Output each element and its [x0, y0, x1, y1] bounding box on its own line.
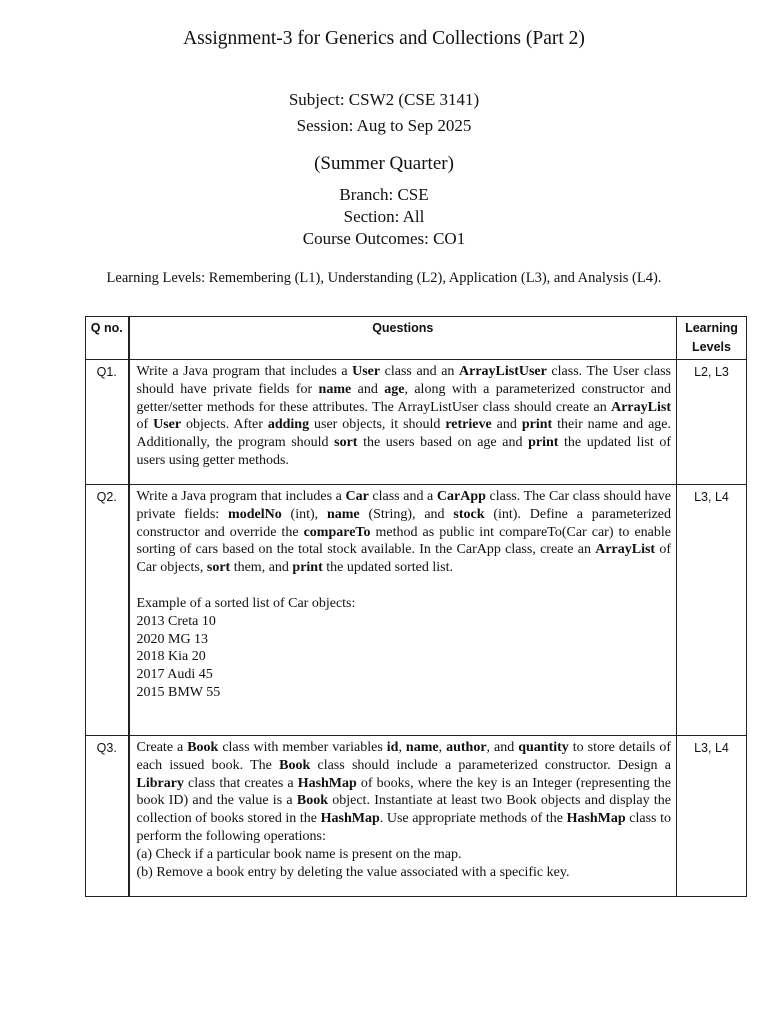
- keyword: modelNo: [228, 506, 282, 522]
- keyword: print: [528, 435, 559, 451]
- question-number: Q1.: [86, 360, 129, 485]
- learning-levels-cell: L3, L4: [677, 736, 747, 897]
- keyword: author: [446, 740, 487, 755]
- keyword: id: [386, 740, 399, 755]
- keyword: quantity: [518, 740, 569, 755]
- question-body: Write a Java program that includes a Car class and a CarApp class. The Car class should have private fields: modelNo (int), name (String), and stock (int). Define a parameterized constructor and override the compareTo method as public int compareTo(Car car) to enable sorting of cars based on the total stock available. In the CarApp class, create an ArrayList of Car objects, sort them, and print the updated sorted list.: [136, 489, 672, 576]
- course-outcomes-line: Course Outcomes: CO1: [302, 229, 466, 248]
- keyword: name: [326, 506, 360, 522]
- question-body: Write a Java program that includes a User class and an ArrayListUser class. The User class should have private fields for name and age, along with a parameterized constructor and getter/setter methods for these attributes. The ArrayListUser class should create an ArrayList of User objects. After adding user objects, it should retrieve and print their name and age. Additionally, the program should sort the users based on age and print the updated list of users using getter methods.: [136, 364, 672, 468]
- example-line: 2018 Kia 20: [136, 649, 206, 665]
- quarter-line: (Summer Quarter): [314, 153, 454, 174]
- section-line: Section: All: [343, 207, 425, 226]
- question-text: [129, 736, 677, 897]
- keyword: ArrayList: [595, 542, 656, 558]
- example-line: 2020 MG 13: [136, 631, 209, 647]
- learning-levels-cell: L2, L3: [677, 360, 747, 485]
- example-line: 2017 Audi 45: [136, 667, 213, 683]
- sub-item-a: (a) Check if a particular book name is present on the map.: [136, 846, 462, 862]
- keyword: print: [521, 417, 553, 433]
- table-row: [86, 485, 747, 736]
- keyword: Book: [279, 757, 311, 773]
- session-line: Session: Aug to Sep 2025: [296, 116, 472, 135]
- header-levels-line1: Learning: [685, 321, 738, 335]
- example-line: 2015 BMW 55: [136, 684, 221, 700]
- question-body: Create a Book class with member variables id, name, author, and quantity to store details of each issued book. The Book class should include a parameterized constructor. Design a Library class that creates a HashMap of books, where the key is an Integer (representing the book ID) and the value is a Book object. Instantiate at least two Book objects and display the collection of books stored in the HashMap. Use appropriate methods of the HashMap class to perform the following operations:: [136, 740, 672, 844]
- questions-table: [85, 316, 747, 897]
- table-row: [86, 360, 747, 485]
- header-qno: Q no.: [90, 321, 123, 335]
- keyword: ArrayListUser: [459, 364, 547, 379]
- keyword: ArrayList: [611, 399, 671, 415]
- sub-item-b: (b) Remove a book entry by deleting the value associated with a specific key.: [136, 864, 570, 880]
- question-number: Q2.: [86, 485, 129, 736]
- question-number: Q3.: [86, 736, 129, 897]
- keyword: adding: [267, 417, 310, 433]
- keyword: User: [153, 417, 182, 433]
- keyword: compareTo: [303, 524, 371, 540]
- header-questions: Questions: [372, 321, 434, 335]
- keyword: User: [352, 364, 381, 379]
- question-text: [129, 485, 677, 736]
- keyword: sort: [206, 560, 231, 576]
- keyword: sort: [334, 435, 358, 451]
- keyword: Car: [345, 489, 369, 504]
- keyword: name: [405, 740, 439, 755]
- keyword: age: [384, 381, 405, 397]
- header-levels-line2: Levels: [692, 340, 731, 354]
- header-learning-levels: [677, 317, 746, 359]
- table-header-row: [86, 317, 747, 360]
- learning-levels-cell: L3, L4: [677, 485, 747, 736]
- keyword: retrieve: [445, 417, 492, 433]
- page-title: Assignment-3 for Generics and Collections (Part 2): [183, 28, 585, 49]
- keyword: Book: [296, 793, 328, 809]
- learning-levels-line: Learning Levels: Remembering (L1), Understanding (L2), Application (L3), and Analysis (L4).: [106, 270, 662, 286]
- keyword: stock: [453, 506, 485, 522]
- keyword: Library: [136, 775, 184, 791]
- keyword: HashMap: [566, 811, 626, 827]
- keyword: HashMap: [320, 811, 380, 827]
- keyword: HashMap: [297, 775, 357, 791]
- subject-line: Subject: CSW2 (CSE 3141): [288, 90, 480, 109]
- question-text: [129, 360, 677, 485]
- keyword: print: [292, 560, 323, 576]
- keyword: CarApp: [436, 489, 486, 504]
- branch-line: Branch: CSE: [339, 185, 429, 204]
- keyword: Book: [187, 740, 219, 755]
- keyword: name: [318, 381, 352, 397]
- example-list: [137, 613, 672, 702]
- table-row: [86, 736, 747, 897]
- example-title: Example of a sorted list of Car objects:: [136, 595, 356, 611]
- example-line: 2013 Creta 10: [136, 613, 216, 629]
